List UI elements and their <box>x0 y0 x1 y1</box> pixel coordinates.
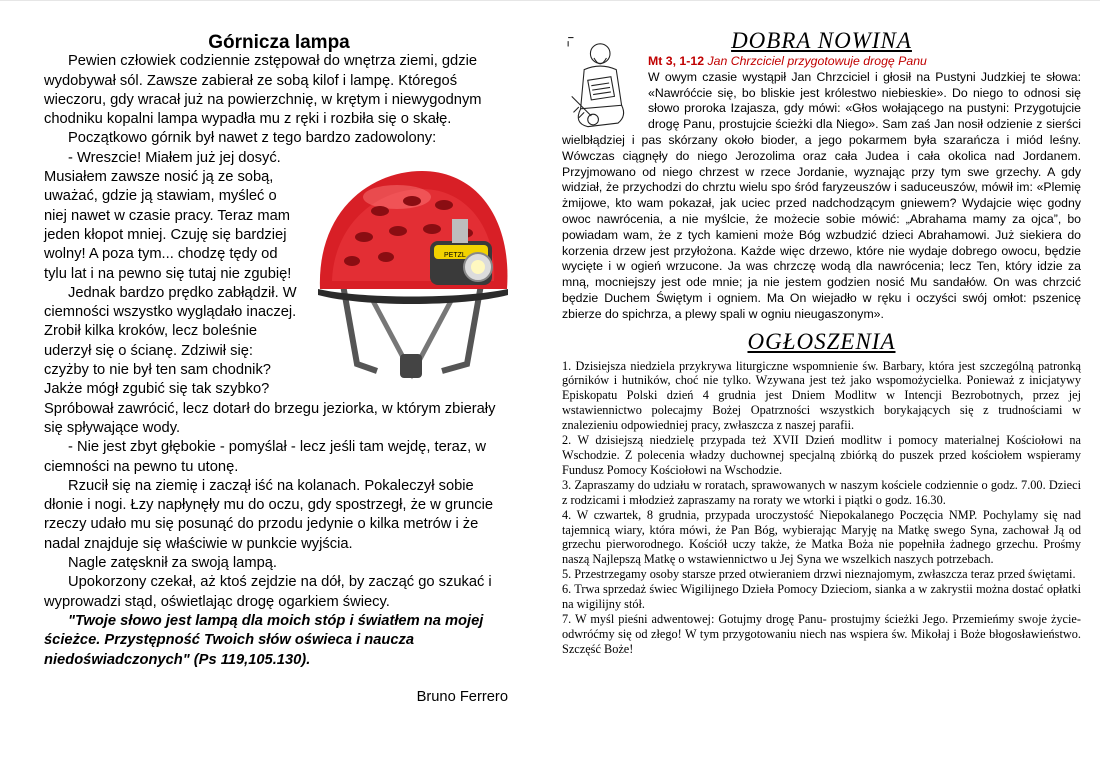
gospel-reference: Mt 3, 1-12 <box>648 54 705 68</box>
gospel-text: W owym czasie wystąpił Jan Chrzciciel i głosił na Pustyni Judzkiej te słowa: «Nawróćcie się, bo bliskie jest królestwo niebieskie». Do niego to odnosi się słowo proroka Izajasza, gdy mówi: «Głos wołającego na pustyni: Przygotujcie drogę Panu, prostujcie ścieżki dla Niego». Sam zaś Jan nosił odzienie z sierści wielbłądziej i pas skórzany około bioder, a jego pokarmem była szarańcza i miód leśny. Wówczas ciągnęły do niego Jerozolima oraz cała Judea i cała okolica nad Jordanem. Przyjmowano od niego chrzest w rzece Jordanie, wyznając przy tym swe grzechy. A gdy widział, że przychodzi do chrztu wielu spo śród faryzeuszów i saduceuszów, mówił im: «Plemię żmijowe, kto wam pokazał, jak uciec przed nadchodzącym gniewem? Wydajcie więc godny owoc nawrócenia, a nie myślcie, że możecie sobie mówić: „Abrahama mamy za ojca”, bo powiadam wam, że z tych kamieni może Bóg wzbudzić dzieci Abrahamowi. Już siekiera do korzenia drzew jest przyłożona. Każde więc drzewo, które nie wydaje dobrego owocu, będzie wycięte i w ogień wrzucone. Ja was chrzczę wodą dla nawrócenia; lecz Ten, który idzie za mną, mocniejszy jest ode mnie; ja nie jestem godzien nosić Mu sandałów. On was chrzcić będzie Duchem Świętym i ogniem. Ma On wiejadło w ręku i oczyści swój omłot: pszenicę zbierze do spichrza, a plewy spali w ogniu nieugaszonym». <box>562 69 1081 321</box>
announcement-item: 2. W dzisiejszą niedzielę przypada też XVII Dzień modlitw i pomocy materialnej Kościołowi na Wschodzie. Z polecenia władzy duchownej specjalną zbiórką do puszek przed kościołem wspieramy Fundusz Pomocy Kościołowi na Wschodzie. <box>562 433 1081 477</box>
story-paragraph: - Wreszcie! Miałem już jej dosyć. Musiałem zawsze nosić ją ze sobą, uważać, gdzie ją stawiam, myśleć o niej nawet w czasie pracy. Teraz mam jeden kłopot mniej. Czuję się bardziej wolny! A poza tym... chodzę tędy od tylu lat i na pewno się tutaj nie zgubię! <box>44 149 292 282</box>
helmet-brand-text: PETZL <box>444 251 466 259</box>
story-paragraph: Jednak bardzo prędko zabłądził. W ciemności wszystko wyglądało inaczej. Zrobił kilka kroków, lecz boleśnie uderzył się o ścianę. Zdziwił się: czyżby to nie był ten sam chodnik? Jakże mógł zgubić się tak szybko? Spróbował zawrócić, lecz dotarł do brzegu jeziorka, w którym zbierały się spływające wody. <box>44 284 496 436</box>
announcement-item: 4. W czwartek, 8 grudnia, przypada uroczystość Niepokalanego Poczęcia NMP. Pochylamy się nad tajemnicą wiary, która mówi, że Pan Bóg, wybierając Maryję na Matkę swego Syna, zachował Ją od grzechu pierworodnego. Kościół uczy także, że Matka Boża nie popełniła żadnego grzechu. Prośmy naszą Najlepszą Matkę o wstawiennictwo u Jej Syna we wszelkich naszych potrzebach. <box>562 507 1081 567</box>
story-title: Górnicza lampa <box>208 32 350 53</box>
announcement-item: 3. Zapraszamy do udziału w roratach, sprawowanych w naszym kościele codziennie o godz. 7.00. Dzieci z rodzicami i młodzież zapraszamy na roraty we wtorki i piątki o godz. 16.30. <box>562 477 1081 507</box>
saint-peter-drawing <box>560 34 644 132</box>
story-paragraph: Rzucił się na ziemię i zaczął iść na kolanach. Pokaleczył sobie dłonie i nogi. Łzy napłynęły mu do oczu, gdy spostrzegł, że w gruncie rzeczy udało mu się posunąć do przodu jedynie o kilka metrów i że nadal znajduje się właściwie w punkcie wyjścia. <box>44 477 494 552</box>
story-paragraph: Początkowo górnik był nawet z tego bardzo zadowolony: <box>68 130 437 147</box>
page-top-border <box>0 0 1100 1</box>
psalm-quote: "Twoje słowo jest lampą dla moich stóp i światłem na mojej ścieżce. Przystępność Twoich słów oświeca i naucza niedoświadczonych" (Ps 119,105.130). <box>44 612 484 668</box>
gospel-subtitle: Jan Chrzciciel przygotowuje drogę Panu <box>707 54 927 68</box>
story-paragraph: - Nie jest zbyt głębokie - pomyślał - lecz jeśli tam wejdę, teraz, w ciemności na pewno tu utonę. <box>44 439 486 475</box>
story-paragraph: Pewien człowiek codziennie zstępował do wnętrza ziemi, gdzie wydobywał sól. Zawsze zabierał ze sobą kilof i lampę. Któregoś wieczoru, gdy wracał już na powierzchnię, w krętym i niewygodnym chodniku kopalni lampa wypadła mu z ręki i rozbiła się o skałę. <box>44 53 482 128</box>
right-column <box>562 28 1081 657</box>
story-author: Bruno Ferrero <box>416 688 508 705</box>
announcement-item: 6. Trwa sprzedaż świec Wigilijnego Dzieła Pomocy Dzieciom, sianka a w zakrystii można dostać opłatki na wigilijny stół. <box>562 582 1081 612</box>
announcements-heading: OGŁOSZENIA <box>747 328 896 354</box>
announcement-item: 1. Dzisiejsza niedziela przykrywa liturgiczne wspomnienie św. Barbary, która jest szczególną patronką górników i hutników, choć nie tylko. Wzywana jest też jako wspomożycielka. Ponieważ z inicjatywy Episkopatu Polski dzień 4 grudnia jest Dniem Modlitw w Intencji Bezrobotnych, przez jej wstawiennictwo polecajmy Bożej Opatrzności wszystkich borykających się z trudnościami w znalezieniu odpowiedniej pracy, zwłaszcza z naszej parafii. <box>562 358 1081 433</box>
announcement-item: 7. W myśl pieśni adwentowej: Gotujmy drogę Panu- prostujmy ścieżki Jego. Przemieńmy swoje życie-odwróćmy się od złego! W tym przygotowaniu niech nas wspiera św. Mikołaj i Boże błogosławieństwo. Szczęść Boże! <box>562 611 1081 656</box>
announcement-item: 5. Przestrzegamy osoby starsze przed otwieraniem drzwi nieznajomym, zwłaszcza teraz przed świętami. <box>562 567 1076 582</box>
announcements-list <box>562 359 1081 657</box>
miner-helmet-image <box>302 149 522 384</box>
gospel-heading: DOBRA NOWINA <box>731 28 912 53</box>
gospel-section <box>562 54 1081 323</box>
story-paragraph: Upokorzony czekał, aż ktoś zejdzie na dół, by zacząć go szukać i wyprowadzi stąd, oświetlając drogę ogarkiem świecy. <box>44 574 492 610</box>
left-column <box>44 33 514 707</box>
story-paragraph: Nagle zatęsknił za swoją lampą. <box>68 555 277 572</box>
